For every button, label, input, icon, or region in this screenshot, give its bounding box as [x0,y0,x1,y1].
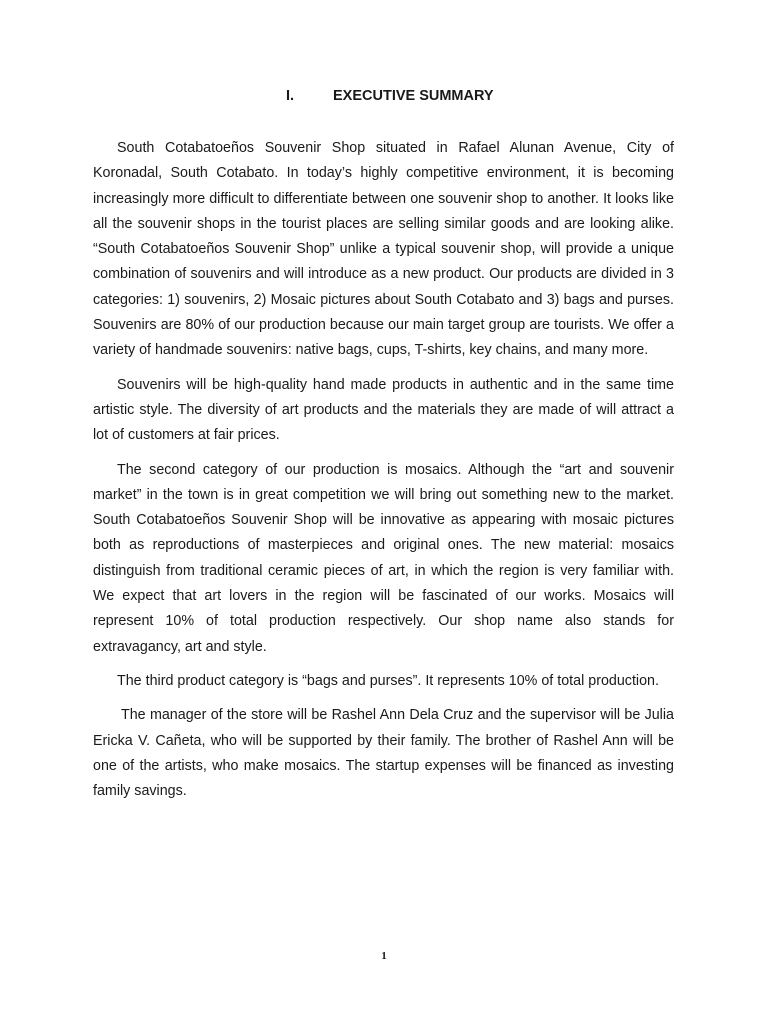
paragraph-management: The manager of the store will be Rashel Ann Dela Cruz and the supervisor will be Julia Ericka V. Cañeta, who will be supported by their family. The brother of Rashel Ann will be one of the artists, who make mosaics. The startup expenses will be financed as investing family savings. [93,707,674,800]
section-number: I. [286,88,295,104]
paragraph-souvenirs: Souvenirs will be high-quality hand made products in authentic and in the same time artistic style. The diversity of art products and the materials they are made of will attract a lot of customers at fair prices. [93,376,674,444]
section-title: EXECUTIVE SUMMARY [333,88,494,104]
paragraph-bags-and-purses: The third product category is “bags and purses”. It represents 10% of total production. [117,672,659,689]
paragraph-mosaics: The second category of our production is mosaics. Although the “art and souvenir market” in the town is in great competition we will bring out something new to the market. South Cotabatoeños Souvenir Shop will be innovative as appearing with mosaic pictures both as reproductions of masterpieces and original ones. The new material: mosaics distinguish from traditional ceramic pieces of art, in which the region is very familiar with. We expect that art lovers in the region will be fascinated of our works. Mosaics will represent 10% of total production respectively. Our shop name also stands for extravagancy, art and style. [93,461,674,655]
page-number: 1 [381,950,387,962]
section-heading [0,86,768,106]
body-text [93,136,674,813]
paragraph-overview: South Cotabatoeños Souvenir Shop situated in Rafael Alunan Avenue, City of Koronadal, South Cotabato. In today’s highly competitive environment, it is becoming increasingly more difficult to differentiate between one souvenir shop to another. It looks like all the souvenir shops in the tourist places are selling similar goods and are looking alike. “South Cotabatoeños Souvenir Shop” unlike a typical souvenir shop, will provide a unique combination of souvenirs and will introduce as a new product. Our products are divided in 3 categories: 1) souvenirs, 2) Mosaic pictures about South Cotabato and 3) bags and purses. Souvenirs are 80% of our production because our main target group are tourists. We offer a variety of handmade souvenirs: native bags, cups, T-shirts, key chains, and many more. [93,140,674,359]
